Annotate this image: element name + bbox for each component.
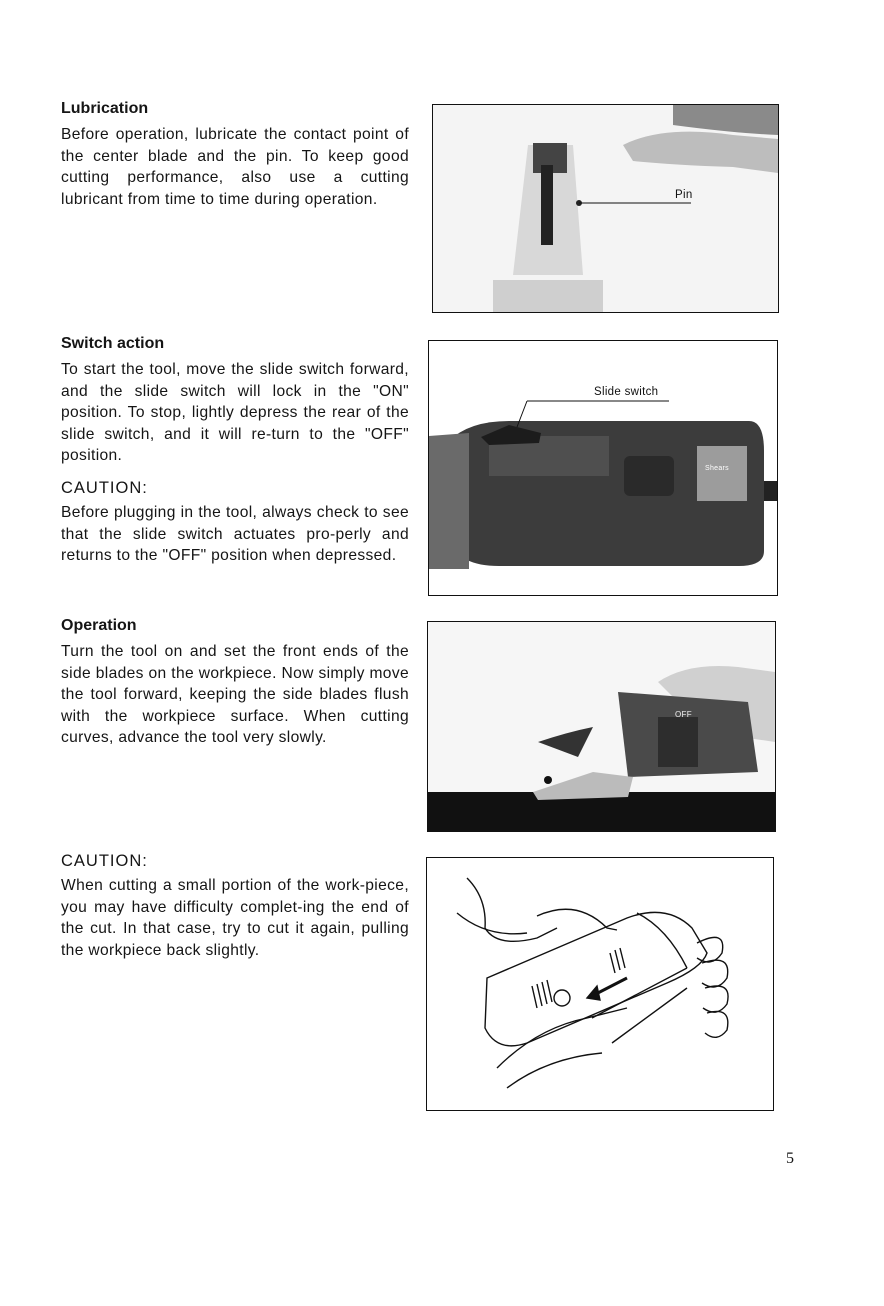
- lubrication-heading: Lubrication: [61, 100, 149, 117]
- page-number: 5: [786, 1150, 794, 1167]
- lubrication-text: Before operation, lubricate the contact point of the center blade and the pin. To keep good cutting performance, also use a cutting lubricant from time to time during operation.: [61, 126, 409, 208]
- operation-photo-drawing: [428, 622, 775, 831]
- lubrication-photo: [432, 104, 779, 313]
- switch-action-section: [61, 335, 409, 567]
- off-mark: OFF: [675, 710, 692, 719]
- small-portion-illustration: [426, 857, 774, 1111]
- slide-switch-callout: Slide switch: [594, 386, 659, 398]
- lubrication-section: [61, 100, 409, 210]
- switch-action-heading: Switch action: [61, 335, 165, 352]
- switch-photo: [428, 340, 778, 596]
- operation-photo: [427, 621, 776, 832]
- cutting-line-drawing: [427, 858, 773, 1110]
- operation-section: [61, 617, 409, 749]
- pin-callout: Pin: [675, 189, 693, 201]
- operation-heading: Operation: [61, 617, 137, 634]
- tool-label-text: Shears: [705, 465, 729, 472]
- small-portion-caution-text: When cutting a small portion of the work-piece, you may have difficulty complet-ing the end of the cut. In that case, try to cut it again, pulling the workpiece back slightly.: [61, 877, 409, 959]
- switch-action-text: To start the tool, move the slide switch forward, and the slide switch will lock in the "ON" position. To stop, lightly depress the rear of the slide switch, and it will re-turn to the "OFF" position.: [61, 361, 409, 465]
- small-portion-caution-section: [61, 852, 409, 961]
- small-portion-caution-title: CAUTION:: [61, 852, 148, 870]
- switch-caution-text: Before plugging in the tool, always check to see that the slide switch actuates pro-perly and returns to the "OFF" position when depressed.: [61, 503, 409, 565]
- pin-photo-drawing: [433, 105, 778, 312]
- operation-text: Turn the tool on and set the front ends of the side blades on the workpiece. Now simply move the tool forward, keeping the side blades flush with the workpiece surface. When cutting curves, advance the tool very slowly.: [61, 643, 409, 747]
- switch-caution-title: CAUTION:: [61, 478, 148, 497]
